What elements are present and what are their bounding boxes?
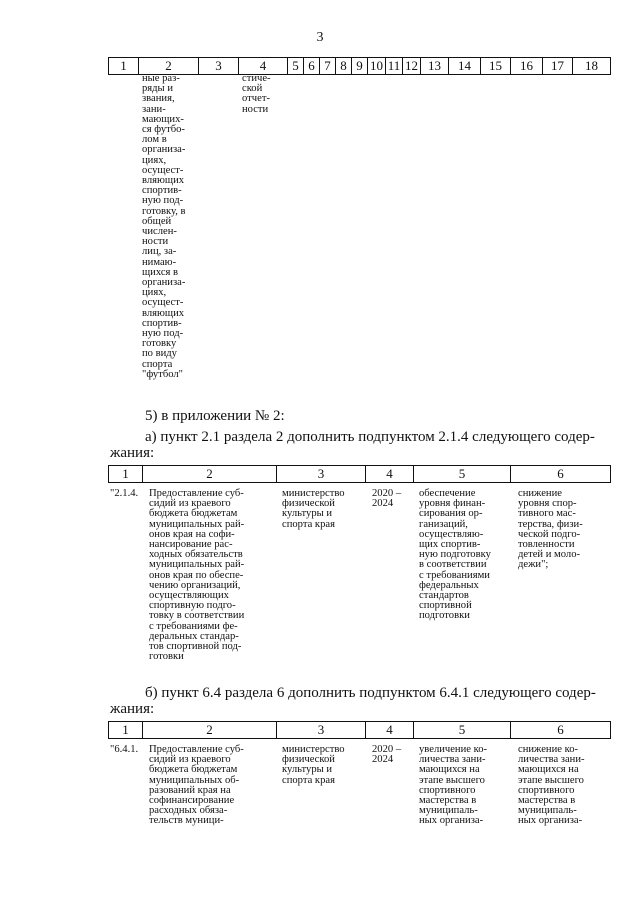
paragraph-a-line1: а) пункт 2.1 раздела 2 дополнить подпунктом 2.1.4 следующего содер- [145,429,595,445]
table1-header-cell: 7 [320,58,336,75]
table1-header-cell: 6 [304,58,320,75]
table2-header-cell: 5 [414,466,511,483]
table2-header-cell: 3 [277,466,366,483]
table1-header-cell: 8 [336,58,352,75]
table1-header-cell: 11 [386,58,403,75]
paragraph-b-line1: б) пункт 6.4 раздела 6 дополнить подпунктом 6.4.1 следующего содер- [145,685,596,701]
table1-header-cell: 13 [421,58,449,75]
table3-row-number: "6.4.1. [110,744,139,755]
table2-row-period: 2020 – 2024 [372,488,402,510]
page-number: 3 [316,30,324,45]
table2-header-cell: 2 [143,466,277,483]
table3-header [108,721,611,739]
table1-header-cell: 2 [139,58,199,75]
table1-header-cell: 18 [573,58,611,75]
table1-header-cell: 3 [199,58,239,75]
table1-col2-text: ные раз- ряды и звания, зани- мающих- ся футбо- лом в организа- циях, осущест- вляющих спортив- ную под- готовку, в общей числен- ности лиц, за- нимаю- щихся в организа- циях, осущест- вляющих спортив- ную под- готовку по виду спорта "футбол" [142,73,186,380]
table3-header-cell: 4 [366,722,414,739]
table3-row-period: 2020 – 2024 [372,744,402,766]
table3-header-cell: 3 [277,722,366,739]
table2-row-number: "2.1.4. [110,488,139,499]
table3-row-measure: Предоставление суб- сидий из краевого бюджета бюджетам муниципальных об- разований края на софинансирование расходных обяза- тельств муници- [149,744,244,827]
table2-header-cell: 6 [511,466,611,483]
table3-header-cell: 2 [143,722,277,739]
table2-header-cell: 1 [109,466,143,483]
table1-header-cell: 17 [543,58,573,75]
table3-header-cell: 5 [414,722,511,739]
table2-row-executor: министерство физической культуры и спорта края [282,488,345,530]
table2-header-cell: 4 [366,466,414,483]
table1-header-cell: 9 [352,58,368,75]
paragraph-b-line2: жания: [110,701,155,717]
table2-row-measure: Предоставление суб- сидий из краевого бюджета бюджетам муниципальных рай- онов края на софи- нансирование рас- ходных обязательств муниципальных рай- онов края по обеспе- чению организаций, осуществляющих спортивную подго- товку в соответствии с требованиями фе- деральных стандар- тов спортивной под- готовки [149,488,245,663]
table2-row-result: обеспечение уровня финан- сирования ор- ганизаций, осуществляю- щих спортив- ную подготовку в соответствии с требованиями федеральных стандартов спортивной подготовки [419,488,491,622]
paragraph-a-line2: жания: [110,445,155,461]
paragraph-appendix-2: 5) в приложении № 2: [145,408,285,424]
table1-header-cell: 12 [403,58,421,75]
table1-header-cell: 10 [368,58,386,75]
table2-row-consequence: снижение уровня спор- тивного мас- терства, физи- ческой подго- товленности детей и моло- дежи"; [518,488,583,571]
table2-header [108,465,611,483]
table3-row-consequence: снижение ко- личества зани- мающихся на этапе высшего спортивного мастерства в муниципаль- ных организа- [518,744,585,827]
table1-header-cell: 14 [449,58,481,75]
table1-header-cell: 4 [239,58,288,75]
table1-header-cell: 5 [288,58,304,75]
table3-header-cell: 1 [109,722,143,739]
table1-col4-text: стиче- ской отчет- ности [242,73,271,115]
table1-header-cell: 15 [481,58,511,75]
table1-header [108,57,611,75]
table1-header-cell: 16 [511,58,543,75]
table3-header-cell: 6 [511,722,611,739]
table3-row-result: увеличение ко- личества зани- мающихся на этапе высшего спортивного мастерства в муниципаль- ных организа- [419,744,488,827]
table3-row-executor: министерство физической культуры и спорта края [282,744,345,786]
table1-header-cell: 1 [109,58,139,75]
